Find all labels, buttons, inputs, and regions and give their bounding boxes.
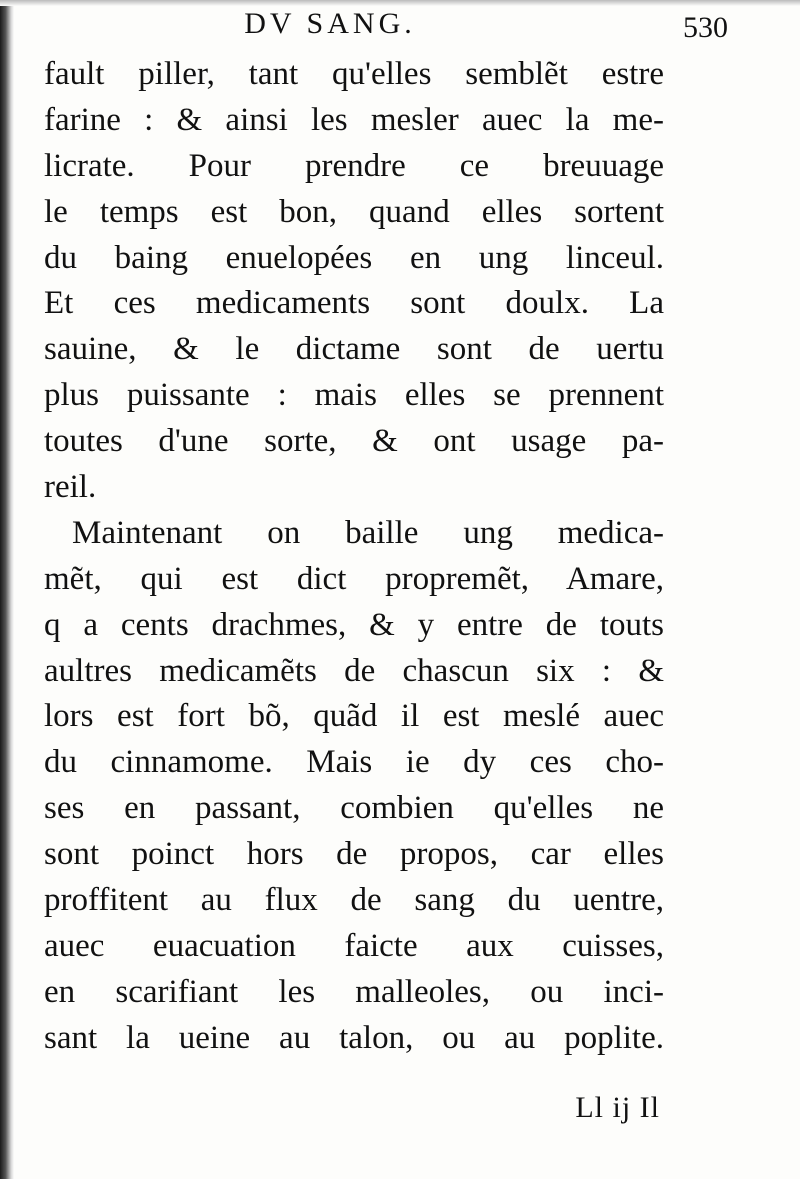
running-title: DV SANG. (244, 7, 416, 40)
text-line: sant la ueine au talon, ou au poplite. (44, 1019, 664, 1056)
text-line: licrate. Pour prendre ce breuuage (44, 147, 664, 184)
text-line: en scarifiant les malleoles, ou inci- (44, 973, 664, 1010)
text-line: q a cents drachmes, & y entre de touts (44, 606, 664, 643)
text-line: farine : & ainsi les mesler auec la me- (44, 101, 664, 138)
body-text (44, 52, 664, 1062)
text-line: Et ces medicaments sont doulx. La (44, 285, 664, 322)
text-line: plus puissante : mais elles se prennent (44, 377, 664, 414)
text-line: sont poinct hors de propos, car elles (44, 836, 664, 873)
text-line: aultres medicamẽts de chascun six : & (44, 652, 664, 689)
text-line: mẽt, qui est dict propremẽt, Amare, (44, 560, 664, 597)
paragraph-start-line: Maintenant on baille ung medica- (72, 514, 664, 551)
page-number: 530 (683, 11, 728, 44)
text-line: du cinnamome. Mais ie dy ces cho- (44, 744, 664, 781)
text-line: toutes d'une sorte, & ont usage pa- (44, 423, 664, 460)
text-line: fault piller, tant qu'elles semblẽt estre (44, 56, 664, 92)
text-line: ses en passant, combien qu'elles ne (44, 790, 664, 827)
text-line: proffitent au flux de sang du uentre, (44, 882, 664, 919)
page-gutter-shadow (0, 0, 14, 1179)
text-line: reil. (44, 469, 97, 506)
signature-catchword: Ll ij Il (575, 1091, 660, 1124)
text-line: le temps est bon, quand elles sortent (44, 193, 664, 230)
text-line: sauine, & le dictame sont de uertu (44, 331, 664, 368)
text-line: auec euacuation faicte aux cuisses, (44, 927, 664, 964)
text-line: du baing enuelopées en ung linceul. (44, 239, 664, 276)
text-line: lors est fort bõ, quãd il est meslé auec (44, 698, 664, 735)
